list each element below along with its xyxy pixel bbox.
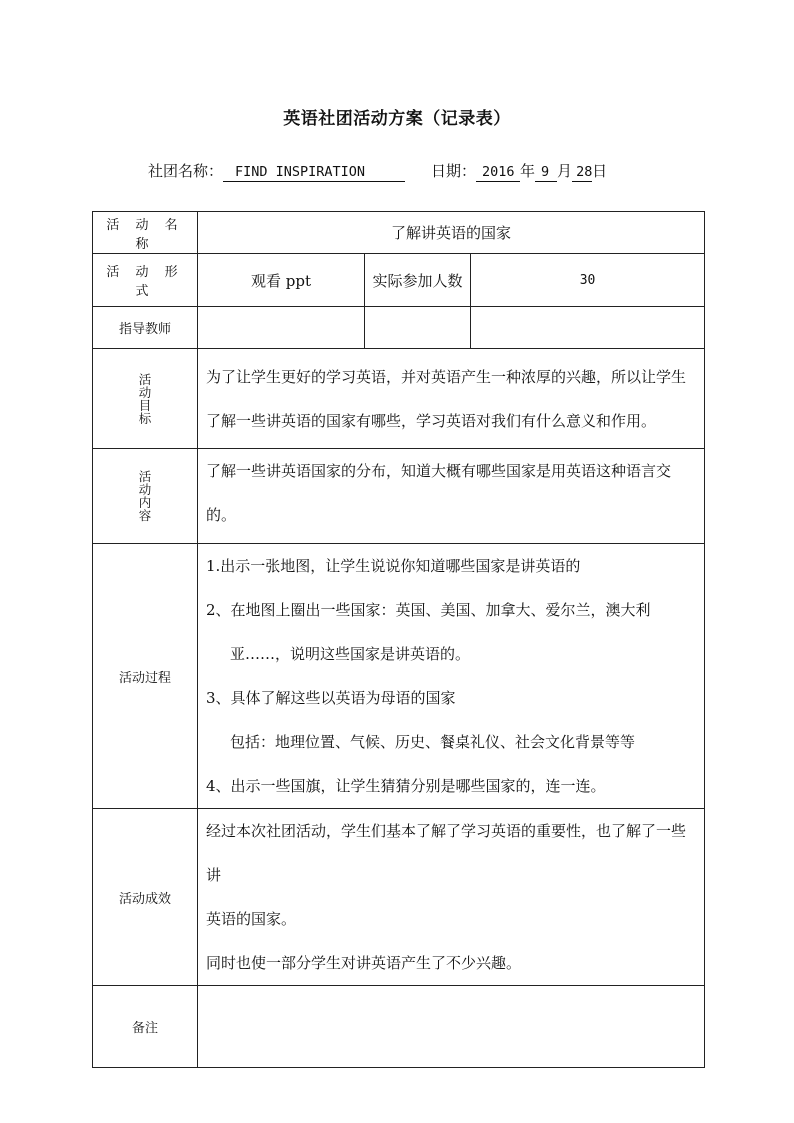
date-year: 2016	[476, 163, 520, 182]
date-label: 日期：	[431, 162, 477, 180]
row-result	[93, 809, 705, 986]
row-content	[93, 449, 705, 544]
content-label: 活动内容	[138, 469, 152, 523]
activity-form-label: 活 动 形 式	[93, 254, 198, 307]
date-day: 28	[572, 163, 592, 182]
process-line-2: 2、在地图上圈出一些国家：英国、美国、加拿大、爱尔兰，澳大利	[206, 601, 651, 619]
activity-name-label: 活 动 名 称	[93, 212, 198, 254]
goal-text: 为了让学生更好的学习英语，并对英语产生一种浓厚的兴趣，所以让学生了解一些讲英语的国家有哪些，学习英语对我们有什么意义和作用。	[198, 349, 705, 449]
row-activity-name	[93, 212, 705, 254]
row-process	[93, 544, 705, 809]
content-text: 了解一些讲英语国家的分布，知道大概有哪些国家是用英语这种语言交的。	[198, 449, 705, 544]
process-line-4: 3、具体了解这些以英语为母语的国家	[206, 689, 456, 707]
row-goal	[93, 349, 705, 449]
teacher-empty-cell-1	[365, 307, 471, 349]
teacher-label: 指导教师	[93, 307, 198, 349]
club-name-value: FIND INSPIRATION	[223, 163, 405, 182]
date-month: 9	[535, 163, 557, 182]
result-cell	[198, 809, 705, 986]
result-line-3: 同时也使一部分学生对讲英语产生了不少兴趣。	[206, 954, 522, 972]
row-teacher	[93, 307, 705, 349]
date-month-unit: 月	[557, 162, 573, 180]
goal-label: 活动目标	[138, 371, 152, 426]
teacher-empty-cell-2	[471, 307, 705, 349]
activity-name-value: 了解讲英语的国家	[198, 212, 705, 254]
process-line-3: 亚……，说明这些国家是讲英语的。	[230, 645, 471, 663]
participants-label: 实际参加人数	[365, 254, 471, 307]
header-meta	[148, 160, 607, 182]
date-year-unit: 年	[520, 162, 536, 180]
goal-label-cell	[93, 349, 198, 449]
process-line-5: 包括：地理位置、气候、历史、餐桌礼仪、社会文化背景等等	[230, 733, 636, 751]
teacher-value	[198, 307, 365, 349]
remarks-value	[198, 986, 705, 1068]
activity-form-value: 观看 ppt	[198, 254, 365, 307]
result-line-1: 经过本次社团活动，学生们基本了解了学习英语的重要性，也了解了一些讲	[206, 822, 687, 884]
record-table	[92, 211, 705, 1068]
row-remarks	[93, 986, 705, 1068]
result-line-2: 英语的国家。	[206, 910, 297, 928]
process-label: 活动过程	[93, 544, 198, 809]
row-activity-form	[93, 254, 705, 307]
process-line-6: 4、出示一些国旗，让学生猜猜分别是哪些国家的，连一连。	[206, 777, 606, 795]
document-title: 英语社团活动方案（记录表）	[283, 109, 511, 129]
content-label-cell	[93, 449, 198, 544]
date-day-unit: 日	[592, 162, 608, 180]
process-line-1: 1.出示一张地图，让学生说说你知道哪些国家是讲英语的	[206, 557, 581, 575]
club-name-label: 社团名称：	[148, 162, 224, 180]
process-cell	[198, 544, 705, 809]
result-label: 活动成效	[93, 809, 198, 986]
participants-value: 30	[471, 254, 705, 307]
remarks-label: 备注	[93, 986, 198, 1068]
